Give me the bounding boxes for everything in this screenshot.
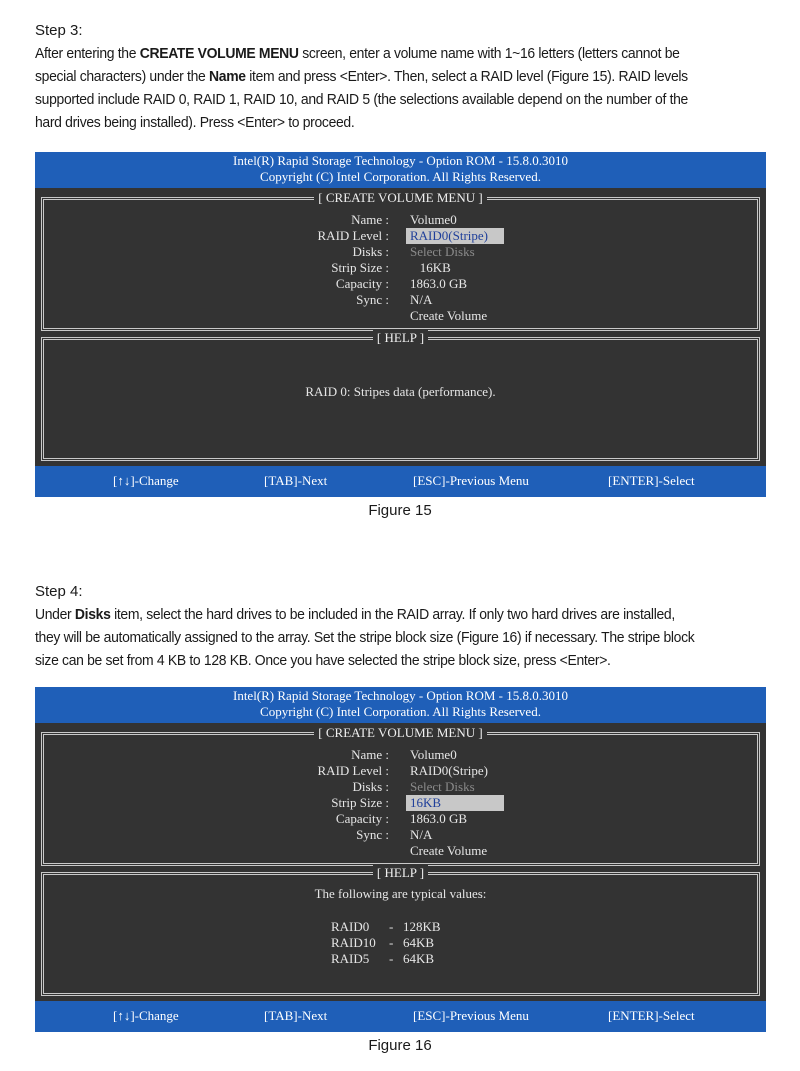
bios-screen-figure15	[35, 152, 766, 497]
name-value[interactable]: Volume0	[410, 212, 457, 227]
footer-next-hint: [TAB]-Next	[264, 473, 328, 488]
create-volume-menu-panel	[41, 190, 760, 331]
typical-value-row: RAID10 - 64KB	[331, 935, 435, 950]
field-name[interactable]	[44, 747, 757, 763]
sync-label: Sync :	[356, 827, 389, 842]
field-disks[interactable]	[44, 244, 757, 260]
sync-label: Sync :	[356, 292, 389, 307]
footer-select-hint: [ENTER]-Select	[608, 473, 695, 488]
step3-line-4: hard drives being installed). Press <Enter> to proceed.	[35, 114, 355, 131]
create-volume-menu-panel	[41, 725, 760, 866]
field-capacity[interactable]	[44, 811, 757, 827]
create-volume-label[interactable]: Create Volume	[410, 308, 488, 323]
create-volume-label[interactable]: Create Volume	[410, 843, 488, 858]
footer-select-hint: [ENTER]-Select	[608, 1008, 695, 1023]
field-disks[interactable]	[44, 779, 757, 795]
disks-value[interactable]: Select Disks	[410, 779, 475, 794]
help-panel	[41, 330, 760, 461]
typical-value-row: RAID0 - 128KB	[331, 919, 441, 934]
name-label: Name :	[351, 747, 389, 762]
bios-copyright: Copyright (C) Intel Corporation. All Rights Reserved.	[260, 169, 541, 184]
create-volume-button[interactable]	[44, 308, 757, 324]
strip-size-value-selected[interactable]: 16KB	[406, 795, 504, 811]
field-raid-level[interactable]	[44, 228, 757, 244]
sync-value[interactable]: N/A	[410, 827, 433, 842]
footer-previous-menu-hint: [ESC]-Previous Menu	[413, 1008, 529, 1023]
raid-level-value-selected[interactable]: RAID0(Stripe)	[406, 228, 504, 244]
step3-line-1: After entering the CREATE VOLUME MENU screen, enter a volume name with 1~16 letters (letters cannot be	[35, 45, 680, 62]
bios-header	[35, 687, 766, 723]
bios-footer	[35, 466, 766, 497]
disks-value[interactable]: Select Disks	[410, 244, 475, 259]
step3-paragraph	[35, 42, 767, 134]
figure16-caption: Figure 16	[368, 1037, 432, 1054]
footer-next-hint: [TAB]-Next	[264, 1008, 328, 1023]
name-value[interactable]: Volume0	[410, 747, 457, 762]
capacity-label: Capacity :	[335, 811, 389, 826]
strip-size-value[interactable]: 16KB	[410, 260, 451, 275]
step4-paragraph	[35, 603, 767, 672]
capacity-value[interactable]: 1863.0 GB	[410, 276, 468, 291]
field-strip-size[interactable]	[44, 260, 757, 276]
help-heading: The following are typical values:	[314, 886, 487, 901]
typical-value-row: RAID5 - 64KB	[331, 951, 435, 966]
step4-line-3: size can be set from 4 KB to 128 KB. Once you have selected the stripe block size, press <Enter>.	[35, 652, 611, 669]
raid-level-label: RAID Level :	[317, 228, 389, 243]
field-sync[interactable]	[44, 827, 757, 843]
footer-change-hint: [↑↓]-Change	[113, 473, 179, 488]
sync-value[interactable]: N/A	[410, 292, 433, 307]
create-volume-menu-title: [ CREATE VOLUME MENU ]	[44, 190, 757, 206]
disks-label: Disks :	[352, 779, 389, 794]
raid-level-label: RAID Level :	[317, 763, 389, 778]
field-raid-level[interactable]	[44, 763, 757, 779]
figure15-caption: Figure 15	[368, 502, 432, 519]
help-panel	[41, 865, 760, 996]
bios-footer	[35, 1001, 766, 1032]
step3-line-2: special characters) under the Name item and press <Enter>. Then, select a RAID level (Figure 15). RAID levels	[35, 68, 688, 85]
bios-copyright: Copyright (C) Intel Corporation. All Rights Reserved.	[260, 704, 541, 719]
create-volume-menu-title: [ CREATE VOLUME MENU ]	[44, 725, 757, 741]
footer-change-hint: [↑↓]-Change	[113, 1008, 179, 1023]
step3-title: Step 3:	[35, 22, 83, 39]
strip-size-label: Strip Size :	[331, 260, 389, 275]
field-capacity[interactable]	[44, 276, 757, 292]
help-text: RAID 0: Stripes data (performance).	[305, 384, 496, 399]
disks-label: Disks :	[352, 244, 389, 259]
help-title: [ HELP ]	[44, 865, 757, 881]
bios-title: Intel(R) Rapid Storage Technology - Option ROM - 15.8.0.3010	[232, 688, 568, 703]
bios-header	[35, 152, 766, 188]
name-label: Name :	[351, 212, 389, 227]
field-sync[interactable]	[44, 292, 757, 308]
capacity-label: Capacity :	[335, 276, 389, 291]
help-title: [ HELP ]	[44, 330, 757, 346]
step4-title: Step 4:	[35, 583, 83, 600]
bios-title: Intel(R) Rapid Storage Technology - Option ROM - 15.8.0.3010	[232, 153, 568, 168]
field-strip-size[interactable]	[44, 795, 757, 811]
step3-line-3: supported include RAID 0, RAID 1, RAID 10, and RAID 5 (the selections available depend on the number of the	[35, 91, 689, 108]
step4-line-2: they will be automatically assigned to the array. Set the stripe block size (Figure 16) if necessary. The stripe block	[35, 629, 695, 646]
raid-level-value[interactable]: RAID0(Stripe)	[410, 763, 488, 778]
capacity-value[interactable]: 1863.0 GB	[410, 811, 468, 826]
strip-size-label: Strip Size :	[331, 795, 389, 810]
bios-screen-figure16	[35, 687, 766, 1032]
step4-line-1: Under Disks item, select the hard drives to be included in the RAID array. If only two hard drives are installed,	[35, 606, 675, 623]
footer-previous-menu-hint: [ESC]-Previous Menu	[413, 473, 529, 488]
create-volume-button[interactable]	[44, 843, 757, 859]
field-name[interactable]	[44, 212, 757, 228]
